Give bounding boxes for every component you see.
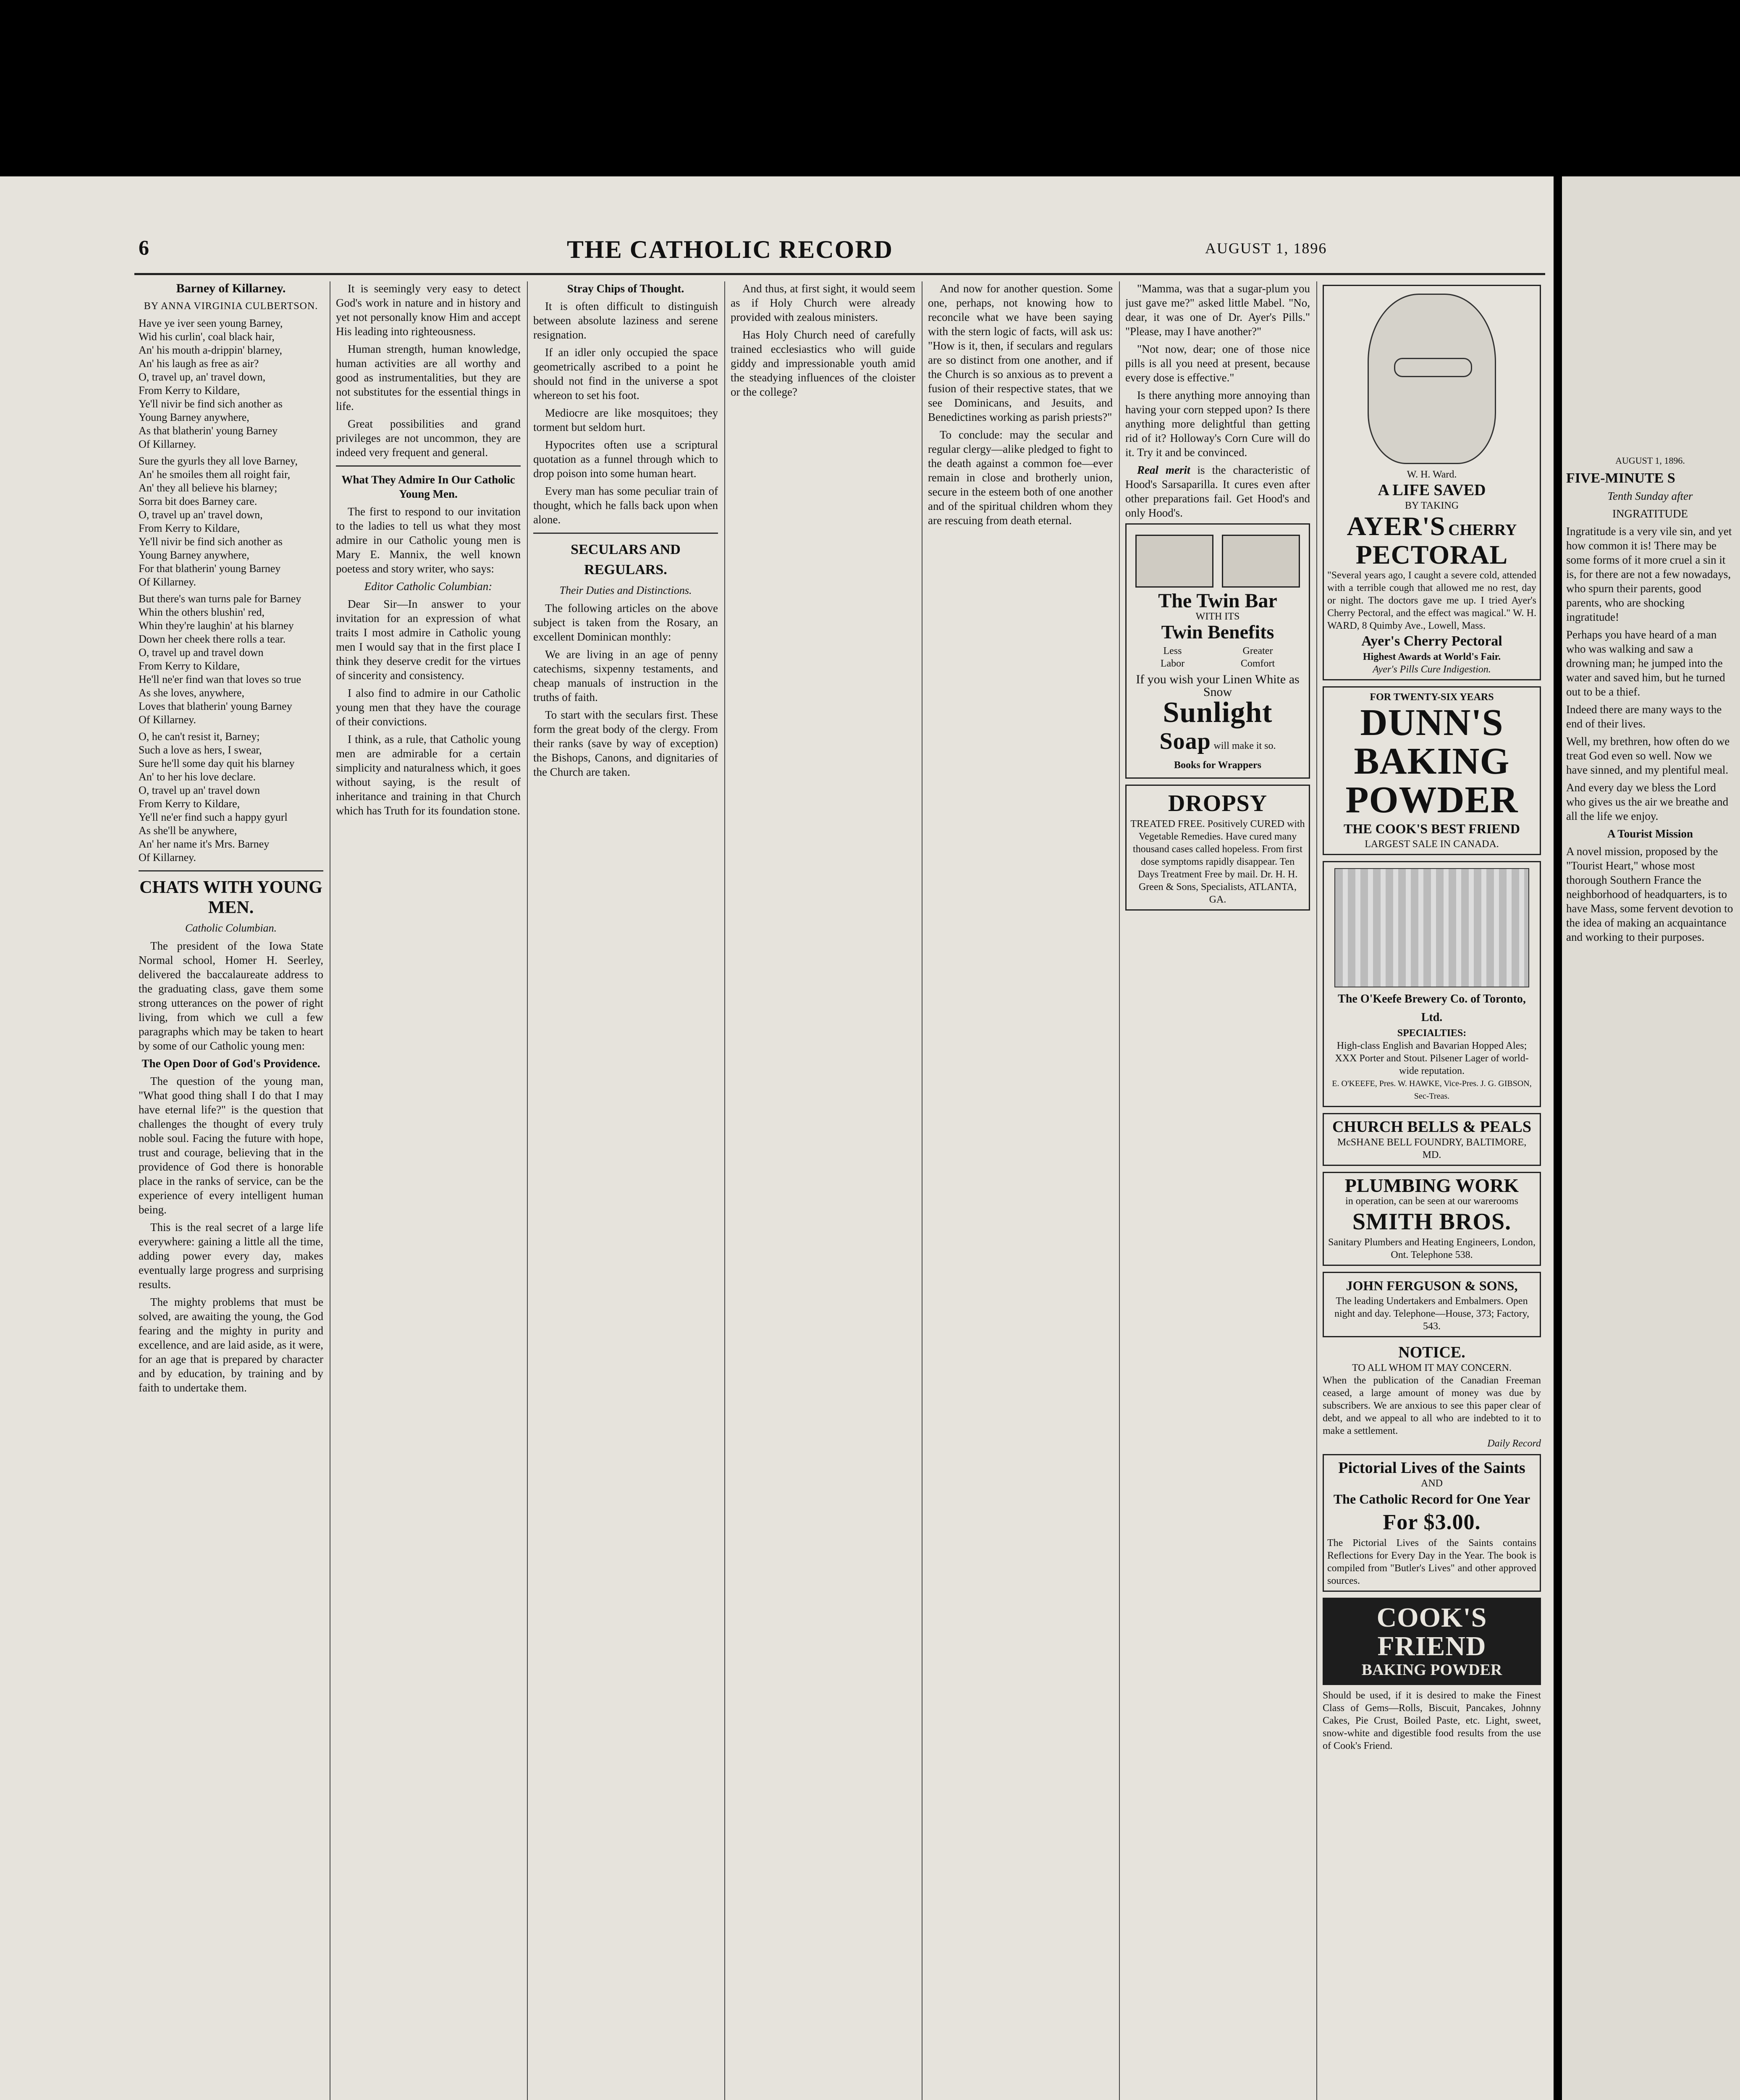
dunn-years: FOR TWENTY-SIX YEARS [1370, 692, 1494, 703]
section-rule [533, 533, 718, 534]
bells-title: CHURCH BELLS & PEALS [1332, 1118, 1532, 1136]
pictorial-title: Pictorial Lives of the Saints [1338, 1459, 1525, 1477]
chats-headline: CHATS WITH YOUNG MEN. [139, 878, 322, 917]
notice-title: NOTICE. [1398, 1344, 1465, 1361]
hoods-lead: Real merit [1137, 464, 1190, 476]
books-for-wrappers: Books for Wrappers [1174, 760, 1262, 771]
benefit-greater: Greater [1242, 646, 1273, 656]
bells-text: McSHANE BELL FOUNDRY, BALTIMORE, MD. [1337, 1137, 1527, 1160]
column-1 [139, 281, 323, 2100]
ayer-by: BY TAKING [1405, 500, 1459, 511]
benefit-comfort: Comfort [1240, 658, 1275, 669]
dunn-powder: POWDER [1345, 779, 1518, 821]
cooks-title: COOK'S FRIEND [1376, 1602, 1487, 1662]
poem-author: BY ANNA VIRGINIA CULBERTSON. [144, 301, 318, 312]
hoods-item: is the characteristic of Hood's Sarsaparilla. It cures even after other preparations fail. Get Hood's and only Hood's. [1125, 464, 1310, 519]
will-make-it-so: will make it so. [1213, 740, 1276, 751]
section-rule [139, 870, 323, 872]
okeefe-specialties: SPECIALTIES: [1397, 1028, 1467, 1039]
poem-stanza: Have ye iver seen young Barney, Wid his curlin', coal black hair, An' his mouth a-drippin' blarney, An' his laugh as free as air? O, travel up, an' travel down, From Kerry to Kildare, Ye'll nivir be find sich another as Young Barney anywhere, As that blatherin' young Barney Of Killarney. [139, 317, 283, 450]
column-2 [336, 281, 521, 2100]
seculars-paragraph: To conclude: may the secular and regular clergy—alike pledged to fight to the death against a common foe—ever remain in close and brotherly union, secure in the esteem both of one another and of the spiritual children whom they are rescuing from death eternal. [928, 428, 1113, 527]
notice-signature: Daily Record [1487, 1438, 1541, 1449]
column-3 [533, 281, 718, 2100]
adjacent-paragraph: A novel mission, proposed by the "Tourist Heart," whose most thorough Southern France the neighborhood of headquarters, is to have Mass, some fervent devotion to the idea of making an acquaintance and working to their purposes. [1566, 845, 1733, 943]
portrait-caption: W. H. Ward. [1407, 469, 1457, 480]
poem-stanza: Sure the gyurls they all love Barney, An' he smoiles them all roight fair, An' they all believe his blarney; Sorra bit does Barney care. O, travel up an' travel down, From Kerry to Kildare, Ye'll nivir be find sich another as Young Barney anywhere, For that blatherin' young Barney Of Killarney. [139, 455, 298, 588]
seculars-paragraph: And thus, at first sight, it would seem as if Holy Church were already provided with zealous ministers. [731, 282, 915, 323]
ayer-testimonial: "Several years ago, I caught a severe cold, attended with a terrible cough that allowed me no rest, day or night. The doctors gave me up. I tried Ayer's Cherry Pectoral, and the effect was magical." W. H. WARD, 8 Quimby Ave., Lowell, Mass. [1327, 570, 1536, 631]
ferguson-ad [1323, 1272, 1541, 1337]
adjacent-heading: A Tourist Mission [1607, 827, 1693, 840]
sunlight-brand: Sunlight [1163, 696, 1273, 729]
cooks-text: Should be used, if it is desired to make the Finest Class of Gems—Rolls, Biscuit, Pancakes, Johnny Cakes, Pie Crust, Boiled Paste, etc. Light, sweet, snow-white and digestible food results from the use of Cook's Friend. [1323, 1690, 1541, 1751]
plumbing-text: in operation, can be seen at our warerooms [1345, 1196, 1518, 1207]
dropsy-title: DROPSY [1168, 790, 1268, 816]
column-rule [527, 281, 528, 2100]
seculars-paragraph: To start with the seculars first. These form the great body of the clergy. From their ranks (save by way of exception) the Bishops, Canons, and dignitaries of the Church are taken. [533, 709, 718, 778]
poem-stanza: But there's wan turns pale for Barney Whin the others blushin' red, Whin they're laughin' at his blarney Down her cheek there rolls a tear. O, travel up and travel down From Kerry to Kildare, He'll ne'er find wan that loves so true As she loves, anywhere, Loves that blatherin' young Barney Of Killarney. [139, 593, 301, 726]
admire-paragraph: The first to respond to our invitation to the ladies to tell us what they most admire in our Catholic young men is Mary E. Mannix, the well known poetess and story writer, who says: [336, 505, 521, 575]
mamma-item: "Mamma, was that a sugar-plum you just gave me?" asked little Mabel. "No, dear, it was one of Dr. Ayer's Pills." "Please, may I have another?" [1125, 282, 1310, 338]
ayer-headline: A LIFE SAVED [1378, 481, 1486, 499]
chats-paragraph: Great possibilities and grand privileges are not uncommon, they are indeed very frequent and general. [336, 417, 521, 459]
seculars-paragraph: And now for another question. Some one, perhaps, not knowing how to reconcile what we have been saying with the stern logic of facts, will ask us: "How is it, then, if seculars and regulars are so distinct from one another, and if the Church is so anxious as to prevent a fusion of their respective states, that we see Dominicans, and Jesuits, and Benedictines working as parish priests?" [928, 282, 1113, 423]
sunlight-soap-ad [1125, 523, 1310, 779]
ayer-footer: Ayer's Cherry Pectoral [1361, 633, 1502, 649]
chats-paragraph: This is the real secret of a large life everywhere: gaining a little all the time, adding power every day, makes eventually large progress and surprising results. [139, 1221, 323, 1291]
pictorial-price: For $3.00. [1383, 1510, 1481, 1534]
stray-paragraph: If an idler only occupied the space geometrically ascribed to a point he should not find in the universe a spot whereon to set his foot. [533, 346, 718, 402]
ayer-cherry: CHERRY [1448, 521, 1517, 539]
adjacent-date: AUGUST 1, 1896. [1615, 455, 1685, 466]
chats-paragraph: Human strength, human knowledge, human activities are all worthy and good as instrumentalities, but they are not substitutes for the essential things in life. [336, 343, 521, 412]
ferguson-text: The leading Undertakers and Embalmers. Open night and day. Telephone—House, 373; Factory, 543. [1334, 1296, 1529, 1332]
stray-paragraph: Hypocrites often use a scriptural quotation as a funnel through which to drop poison into some human heart. [533, 438, 718, 480]
dunn-friend: THE COOK'S BEST FRIEND [1344, 821, 1520, 836]
notice [1323, 1343, 1541, 1450]
portrait-illustration [1368, 294, 1496, 464]
ferguson-name: JOHN FERGUSON & SONS, [1346, 1278, 1518, 1293]
seculars-paragraph: The following articles on the above subject is taken from the Rosary, an excellent Dominican monthly: [533, 602, 718, 643]
benefit-labor: Labor [1160, 658, 1185, 669]
mamma-item-rest: "Not now, dear; one of those nice pills is all you need at present, because every dose is effective." [1125, 343, 1310, 384]
column-rule [724, 281, 725, 2100]
dunn-sale: LARGEST SALE IN CANADA. [1365, 839, 1499, 850]
adjacent-paragraph: Well, my brethren, how often do we treat God even so well. Now we have sinned, and my plentiful meal. [1566, 735, 1730, 776]
header-rule [134, 273, 1545, 275]
adjacent-paragraph: And every day we bless the Lord who gives us the air we breathe and all the life we enjoy. [1566, 781, 1729, 822]
dunn-baking: BAKING [1354, 740, 1510, 782]
chats-intro: The president of the Iowa State Normal school, Homer H. Seerley, delivered the baccalaureate address to the graduating class, gave them some strong utterances on the power of right living, from which we cull a few paragraphs which may be taken to heart by some of our Catholic young men: [139, 940, 323, 1052]
soap-word: Soap [1159, 728, 1211, 754]
admire-paragraph: I also find to admire in our Catholic young men that they have the courage of their convictions. [336, 687, 521, 728]
stray-paragraph: Mediocre are like mosquitoes; they torment but seldom hurt. [533, 407, 718, 433]
column-rule [1119, 281, 1120, 2100]
okeefe-name: The O'Keefe Brewery Co. of Toronto, Ltd. [1338, 992, 1526, 1024]
ayer-pectoral: PECTORAL [1355, 540, 1508, 570]
ayer-pectoral-ad [1323, 285, 1541, 680]
ayer-award: Highest Awards at World's Fair. [1363, 651, 1501, 662]
okeefe-officers: E. O'KEEFE, Pres. W. HAWKE, Vice-Pres. J. G. GIBSON, Sec-Treas. [1332, 1079, 1532, 1101]
okeefe-brewery-ad [1323, 861, 1541, 1107]
poem-stanza: O, he can't resist it, Barney; Such a love as hers, I swear, Sure he'll some day quit his blarney An' to her his love declare. O, travel up an' travel down From Kerry to Kildare, Ye'll ne'er find such a happy gyurl As she'll be anywhere, An' her name it's Mrs. Barney Of Killarney. [139, 730, 295, 864]
pictorial-lives-ad [1323, 1454, 1541, 1592]
adjacent-subtitle: Tenth Sunday after [1607, 490, 1693, 502]
okeefe-text: High-class English and Bavarian Hopped Ales; XXX Porter and Stout. Pilsener Lager of world-wide reputation. [1335, 1040, 1529, 1076]
benefit-row [1132, 645, 1303, 670]
smith-text: Sanitary Plumbers and Heating Engineers, London, Ont. Telephone 538. [1328, 1237, 1536, 1260]
seculars-headline: SECULARS AND REGULARS. [571, 542, 681, 578]
cooks-sub: BAKING POWDER [1361, 1661, 1502, 1679]
stray-title: Stray Chips of Thought. [567, 282, 684, 295]
twin-bar-title: The Twin Bar [1158, 590, 1277, 612]
dunns-baking-powder-ad [1323, 686, 1541, 855]
section-rule [336, 465, 521, 467]
brewery-illustration [1334, 868, 1529, 987]
chats-paragraph: The mighty problems that must be solved, are awaiting the young, the God fearing and the mighty in purity and excellence, and are laid aside, as it were, for an age that is prepared by character and by education, by training and by faith to undertake them. [139, 1296, 323, 1394]
church-bells-ad [1323, 1113, 1541, 1166]
masthead: THE CATHOLIC RECORD [567, 236, 893, 263]
admire-paragraph: I think, as a rule, that Catholic young men are admirable for a certain simplicity and naturalness which, it goes without saying, is the result of inheritance and training in that Church which has Truth for its foundation stone. [336, 733, 521, 817]
adjacent-page [1562, 176, 1740, 2100]
dropsy-text: TREATED FREE. Positively CURED with Vegetable Remedies. Have cured many thousand cases called hopeless. From first dose symptoms rapidly disappear. Ten Days Treatment Free by mail. Dr. H. H. Green & Sons, Specialists, ATLANTA, GA. [1130, 819, 1305, 905]
soap-bars-illustration [1132, 535, 1303, 588]
column-4 [731, 281, 915, 2100]
benefit-less: Less [1163, 646, 1182, 656]
chats-paragraph: The question of the young man, "What good thing shall I do that I may have eternal life?" is the question that challenges the thought of every truly noble soul. Facing the future with hope, trust and courage, believing that in the providence of God there is honorable place in the ranks of service, can be the experience of every intelligent human being. [139, 1075, 323, 1216]
dropsy-ad [1125, 785, 1310, 911]
cooks-friend-ad [1323, 1598, 1541, 1685]
chats-paragraph: It is seemingly very easy to detect God's work in nature and in history and yet not personally know Him and accept His leading into righteousness. [336, 282, 521, 338]
twin-bar-with: WITH ITS [1195, 611, 1240, 622]
masthead-date: AUGUST 1, 1896 [1205, 240, 1327, 257]
seculars-paragraph: We are living in an age of penny catechisms, sixpenny testaments, and cheap manuals of instruction in the truths of faith. [533, 648, 718, 704]
adjacent-title: FIVE-MINUTE S [1566, 470, 1675, 486]
poem-title: Barney of Killarney. [176, 281, 286, 295]
dunn-name: DUNN'S [1360, 702, 1504, 743]
admire-title: What They Admire In Our Catholic Young Men. [341, 473, 515, 500]
adjacent-page-column [1566, 454, 1734, 948]
admire-salutation: Editor Catholic Columbian: [364, 580, 493, 593]
twin-bar-wish: If you wish your Linen White as Snow [1136, 672, 1300, 699]
twin-bar-benefits: Twin Benefits [1161, 621, 1274, 643]
chats-section-title: The Open Door of God's Providence. [142, 1057, 320, 1070]
admire-paragraph: Dear Sir—In answer to your invitation for an expression of what traits I most admire in Catholic young men I would say that in the first place I think they deserve credit for the virtues of sincerity and consistency. [336, 598, 521, 682]
adjacent-paragraph: Ingratitude is a very vile sin, and yet how common it is! There may be some forms of it more cruel a sin it is, for there are not a few nowadays, who spurn their parents, good parents, who are shocking ingratitude! [1566, 525, 1732, 623]
corn-cure-item: Is there anything more annoying than having your corn stepped upon? Is there anything more delightful than getting rid of it? Holloway's Corn Cure will do it. Try it and be convinced. [1125, 389, 1310, 459]
ayer-pills: Ayer's Pills Cure Indigestion. [1373, 664, 1491, 675]
plumbing-title: PLUMBING WORK [1344, 1175, 1519, 1196]
advertisement-column [1323, 281, 1541, 2100]
column-5 [928, 281, 1113, 2100]
smith-name: SMITH BROS. [1352, 1209, 1512, 1235]
seculars-subtitle: Their Duties and Distinctions. [559, 584, 692, 596]
pictorial-and: AND [1421, 1478, 1443, 1489]
column-rule [1316, 281, 1317, 2100]
ayer-brand: AYER'S [1347, 511, 1446, 541]
pictorial-text: The Pictorial Lives of the Saints contains Reflections for Every Day in the Year. The book is compiled from "Butler's Lives" and other approved sources. [1327, 1538, 1536, 1586]
page-number: 6 [139, 236, 150, 259]
plumbing-ad [1323, 1172, 1541, 1266]
chats-source: Catholic Columbian. [185, 922, 277, 934]
adjacent-paragraph: Indeed there are many ways to the end of their lives. [1566, 703, 1722, 730]
seculars-paragraph: Has Holy Church need of carefully trained ecclesiastics who will guide giddy and impressionable youth amid the steadying influences of the cloister or the college? [731, 328, 915, 398]
pictorial-record: The Catholic Record for One Year [1333, 1491, 1530, 1507]
stray-paragraph: Every man has some peculiar train of thought, which he falls back upon when alone. [533, 485, 718, 526]
stray-paragraph: It is often difficult to distinguish between absolute laziness and serene resignation. [533, 300, 718, 341]
adjacent-section: INGRATITUDE [1612, 507, 1688, 520]
column-6 [1125, 281, 1310, 2100]
notice-sub: TO ALL WHOM IT MAY CONCERN. [1352, 1362, 1512, 1373]
notice-text: When the publication of the Canadian Freeman ceased, a large amount of money was due by subscribers. We are anxious to see this paper clear of debt, and we appeal to all who are indebted to it to make a settlement. [1323, 1375, 1541, 1436]
adjacent-paragraph: Perhaps you have heard of a man who was walking and saw a drowning man; he jumped into the water and saved him, but he turned out to be a thief. [1566, 628, 1725, 698]
